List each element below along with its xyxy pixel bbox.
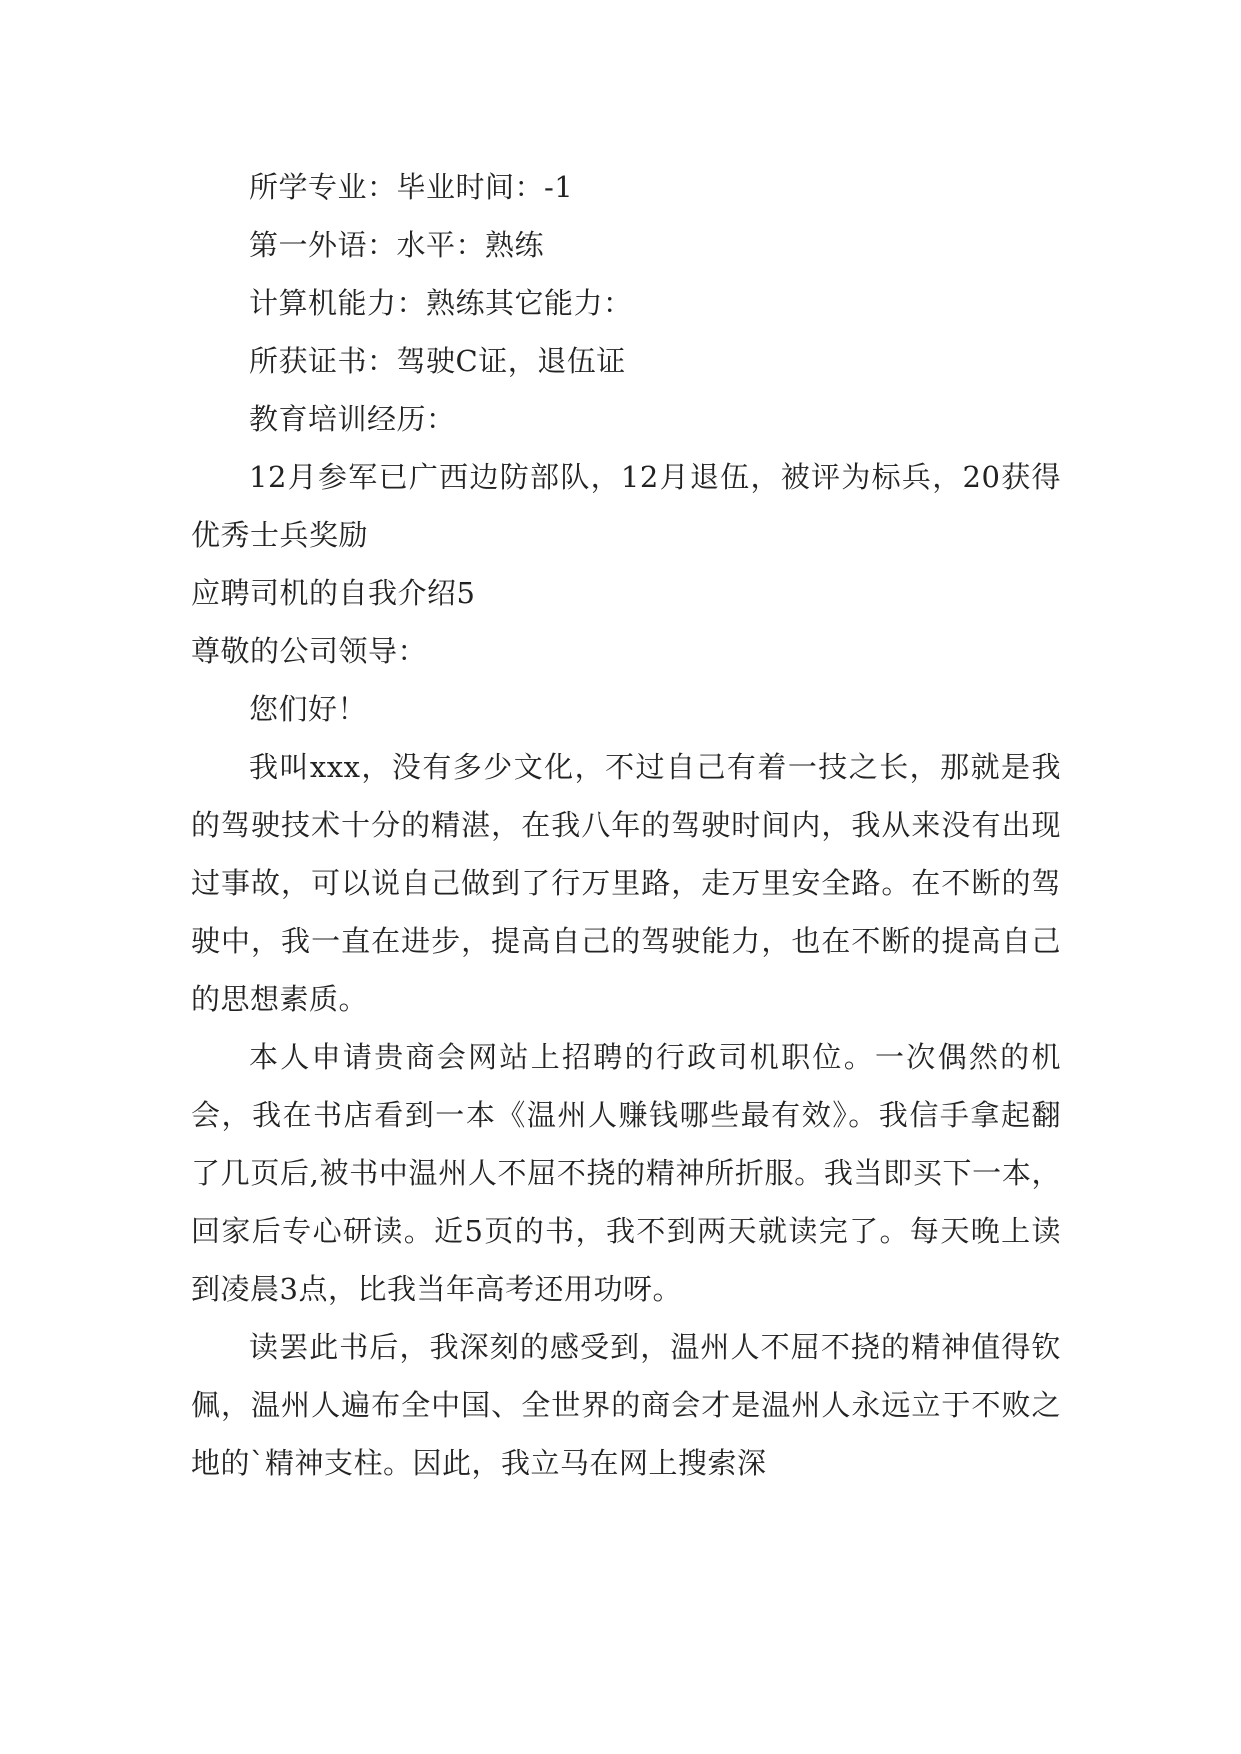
reflection-paragraph: 读罢此书后，我深刻的感受到，温州人不屈不挠的精神值得钦佩，温州人遍布全中国、全世界的商会才是温州人永远立于不败之地的`精神支柱。因此，我立马在网上搜索深	[191, 1330, 1061, 1480]
document-body	[191, 158, 1061, 1492]
military-experience-paragraph: 12月参军已广西边防部队，12月退伍，被评为标兵，20获得优秀士兵奖励	[191, 460, 1061, 552]
application-paragraph: 本人申请贵商会网站上招聘的行政司机职位。一次偶然的机会，我在书店看到一本《温州人赚钱哪些最有效》。我信手拿起翻了几页后,被书中温州人不屈不挠的精神所折服。我当即买下一本，回家后专心研读。近5页的书，我不到两天就读完了。每天晚上读到凌晨3点，比我当年高考还用功呀。	[191, 1040, 1061, 1306]
computer-skill-line: 计算机能力：熟练其它能力：	[249, 286, 633, 320]
intro-paragraph: 我叫xxx，没有多少文化，不过自己有着一技之长，那就是我的驾驶技术十分的精湛，在我八年的驾驶时间内，我从来没有出现过事故，可以说自己做到了行万里路，走万里安全路。在不断的驾驶中，我一直在进步，提高自己的驾驶能力，也在不断的提高自己的思想素质。	[191, 750, 1061, 1016]
certificates-line: 所获证书：驾驶C证，退伍证	[249, 344, 626, 378]
major-graduation-line: 所学专业：毕业时间：-1	[249, 170, 574, 204]
salutation: 尊敬的公司领导：	[191, 634, 428, 668]
section-title: 应聘司机的自我介绍5	[191, 576, 476, 610]
education-heading: 教育培训经历：	[249, 402, 456, 436]
foreign-language-line: 第一外语：水平：熟练	[249, 228, 545, 262]
greeting: 您们好！	[249, 692, 368, 726]
